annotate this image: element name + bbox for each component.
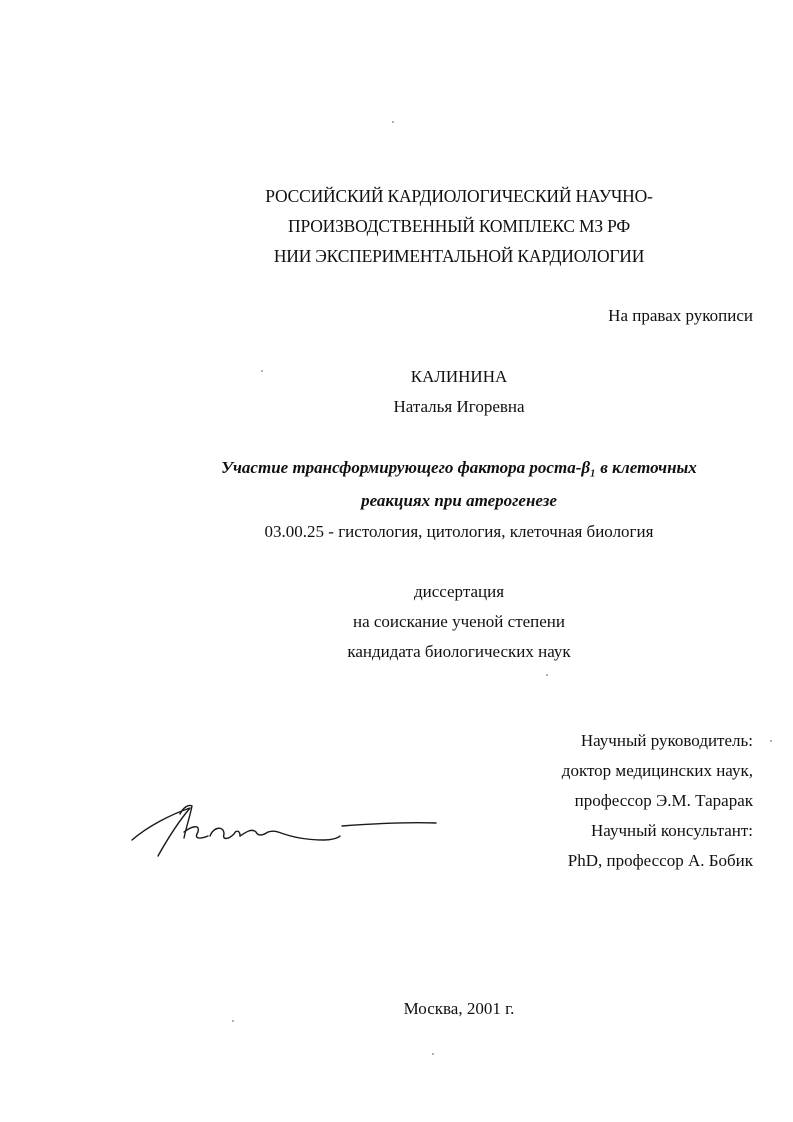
thesis-specialty: 03.00.25 - гистология, цитология, клеточная биология — [264, 522, 654, 541]
consultant-name: PhD, профессор А. Бобик — [567, 851, 753, 870]
scan-speck — [770, 740, 772, 742]
thesis-title-line-2: реакциях при атерогенезе — [361, 491, 557, 510]
organization-line-1: РОССИЙСКИЙ КАРДИОЛОГИЧЕСКИЙ НАУЧНО- — [265, 186, 653, 206]
degree-line-1: диссертация — [413, 582, 505, 601]
degree-line-2: на соискание ученой степени — [352, 612, 566, 631]
author-surname: КАЛИНИНА — [410, 367, 508, 386]
scan-speck — [392, 121, 394, 123]
scan-speck — [546, 674, 548, 676]
author-given-names: Наталья Игоревна — [393, 397, 525, 416]
organization-line-2: ПРОИЗВОДСТВЕННЫЙ КОМПЛЕКС МЗ РФ — [288, 216, 630, 236]
place-and-year: Москва, 2001 г. — [403, 999, 515, 1018]
consultant-heading: Научный консультант: — [591, 821, 753, 840]
thesis-title-line-1: Участие трансформирующего фактора роста-β₁ в клеточных — [221, 458, 697, 477]
supervisor-degree: доктор медицинских наук, — [561, 761, 753, 780]
degree-line-3: кандидата биологических наук — [347, 642, 571, 661]
scan-speck — [261, 370, 263, 372]
scan-speck — [432, 1053, 434, 1055]
handwritten-signature — [128, 796, 448, 866]
supervisor-heading: Научный руководитель: — [580, 731, 753, 750]
manuscript-note: На правах рукописи — [608, 306, 753, 325]
supervisor-name: профессор Э.М. Тарарак — [574, 791, 753, 810]
scan-speck — [232, 1020, 234, 1022]
organization-line-3: НИИ ЭКСПЕРИМЕНТАЛЬНОЙ КАРДИОЛОГИИ — [273, 246, 645, 266]
